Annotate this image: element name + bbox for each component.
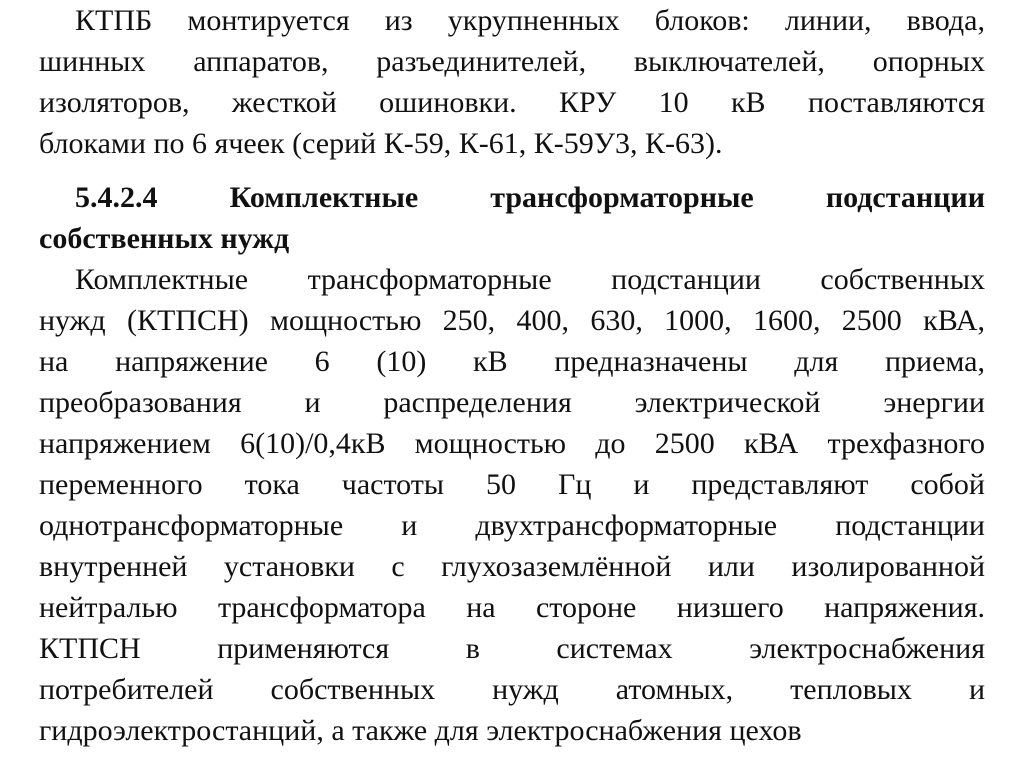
text-line: шинных аппаратов, разъединителей, выключателей, опорных <box>39 45 985 78</box>
paragraph-ktpsn <box>39 259 985 751</box>
text-line: преобразования и распределения электрической энергии <box>39 386 985 419</box>
paragraph-ktpb <box>39 0 985 164</box>
paragraph-gap <box>39 164 985 177</box>
text-line: КТПБ монтируется из укрупненных блоков: линии, ввода, <box>75 4 985 37</box>
text-line: напряжением 6(10)/0,4кВ мощностью до 2500 кВА трехфазного <box>39 427 985 460</box>
text-line: нужд (КТПСН) мощностью 250, 400, 630, 1000, 1600, 2500 кВА, <box>39 304 985 337</box>
text-line: переменного тока частоты 50 Гц и представляют собой <box>39 468 985 501</box>
text-line: КТПСН применяются в системах электроснабжения <box>39 632 985 665</box>
text-line: нейтралью трансформатора на стороне низшего напряжения. <box>39 591 985 624</box>
text-line: внутренней установки с глухозаземлённой или изолированной <box>39 550 985 583</box>
text-line: блоками по 6 ячеек (серий К-59, К-61, К-59У3, К-63). <box>39 127 723 160</box>
text-line: изоляторов, жесткой ошиновки. КРУ 10 кВ поставляются <box>39 86 985 119</box>
text-line: Комплектные трансформаторные подстанции собственных <box>75 263 985 296</box>
section-heading <box>39 177 985 259</box>
text-line: гидроэлектростанций, а также для электроснабжения цехов <box>39 714 802 747</box>
document-page <box>39 0 985 751</box>
text-line: однотрансформаторные и двухтрансформаторные подстанции <box>39 509 985 542</box>
text-line: на напряжение 6 (10) кВ предназначены для приема, <box>39 345 985 378</box>
text-line: потребителей собственных нужд атомных, тепловых и <box>39 673 985 706</box>
heading-line: 5.4.2.4 Комплектные трансформаторные подстанции <box>75 181 985 214</box>
heading-line: собственных нужд <box>39 222 290 255</box>
